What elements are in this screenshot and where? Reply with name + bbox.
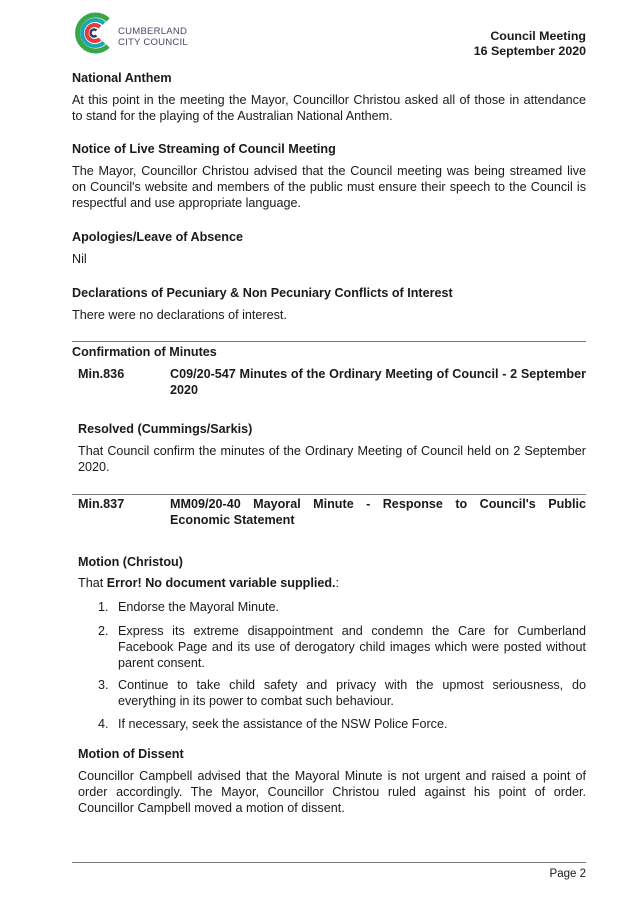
item-number: 4. — [98, 717, 109, 731]
item-text: Continue to take child safety and privacy with the upmost seriousness, do everything in its power to combat such behaviour. — [118, 678, 586, 708]
confirmation-heading: Confirmation of Minutes — [72, 345, 217, 359]
page-number: Page 2 — [549, 868, 586, 880]
logo-line2: CITY COUNCIL — [118, 36, 188, 48]
motion-837 — [78, 554, 586, 591]
page-header — [72, 10, 586, 62]
item-text: Endorse the Mayoral Minute. — [118, 600, 280, 614]
dissent-body: Councillor Campbell advised that the Mayoral Minute is not urgent and raised a point of order accordingly. The Mayor, Councillor Christou ruled against his point of order. Councillor Campbell moved a motion of dissent. — [78, 769, 586, 815]
item-number: 1. — [98, 600, 109, 614]
minute-title: MM09/20-40 Mayoral Minute - Response to Council's Public Economic Statement — [170, 497, 586, 527]
motion-intro — [78, 575, 586, 591]
motion-intro-a: That — [78, 576, 107, 590]
section-confirmation — [72, 344, 586, 360]
streaming-body: The Mayor, Councillor Christou advised that the Council meeting was being streamed live on Council's website and members of the public must ensure their speech to the Council is respectful and use appropriate language. — [72, 164, 586, 210]
apologies-heading: Apologies/Leave of Absence — [72, 230, 243, 244]
council-logo-icon — [72, 10, 116, 56]
section-declarations — [72, 285, 586, 323]
footer-divider — [72, 862, 586, 863]
anthem-heading: National Anthem — [72, 71, 172, 85]
divider — [72, 341, 586, 342]
declarations-body: There were no declarations of interest. — [72, 308, 287, 322]
declarations-heading: Declarations of Pecuniary & Non Pecuniary Conflicts of Interest — [72, 286, 453, 300]
anthem-body: At this point in the meeting the Mayor, Councillor Christou asked all of those in attendance to stand for the playing of the Australian National Anthem. — [72, 93, 586, 123]
logo-text — [118, 27, 188, 48]
resolved-body: That Council confirm the minutes of the Ordinary Meeting of Council held on 2 September 2020. — [78, 444, 586, 474]
minute-number: Min.837 — [78, 497, 125, 511]
section-anthem — [72, 70, 586, 124]
resolved-836 — [78, 421, 586, 475]
dissent-837 — [78, 746, 586, 816]
meeting-date: 16 September 2020 — [473, 44, 586, 58]
logo-line1: CUMBERLAND — [118, 26, 188, 37]
streaming-heading: Notice of Live Streaming of Council Meeting — [72, 142, 336, 156]
section-apologies — [72, 229, 586, 267]
resolved-heading: Resolved (Cummings/Sarkis) — [78, 422, 253, 436]
dissent-heading: Motion of Dissent — [78, 747, 184, 761]
item-number: 2. — [98, 624, 109, 638]
motion-intro-b: : — [335, 576, 340, 590]
motion-intro-error: Error! No document variable supplied. — [106, 576, 336, 590]
section-streaming — [72, 141, 586, 211]
motion-heading: Motion (Christou) — [78, 555, 183, 569]
divider — [72, 494, 586, 495]
minute-title: C09/20-547 Minutes of the Ordinary Meeting of Council - 2 September 2020 — [170, 367, 586, 397]
item-text: If necessary, seek the assistance of the NSW Police Force. — [118, 717, 448, 731]
meeting-info — [474, 29, 586, 59]
minute-number: Min.836 — [78, 367, 125, 381]
meeting-title: Council Meeting — [490, 29, 586, 43]
item-number: 3. — [98, 678, 109, 692]
item-text: Express its extreme disappointment and condemn the Care for Cumberland Facebook Page and its use of derogatory child images which were posted without parent consent. — [118, 624, 586, 670]
apologies-body: Nil — [72, 252, 87, 266]
council-logo — [72, 10, 202, 62]
